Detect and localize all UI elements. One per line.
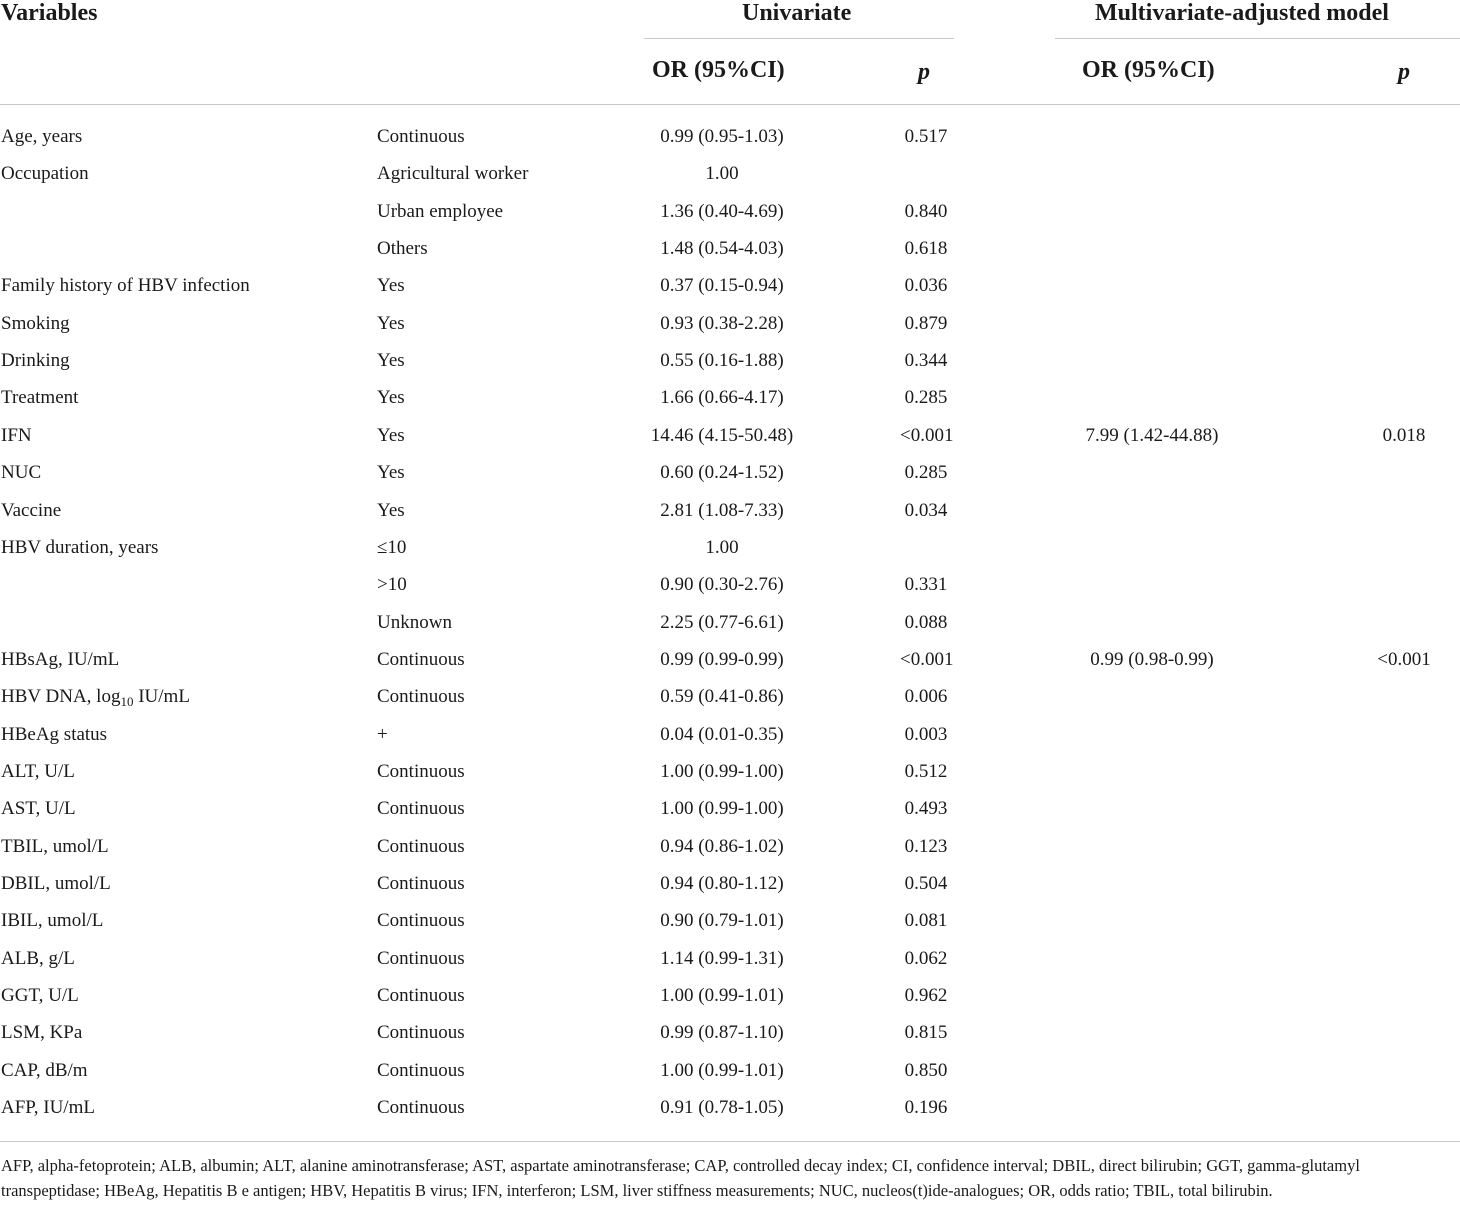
table-row [0, 193, 1460, 230]
univariate-p-cell: 0.850 [904, 1060, 948, 1081]
table-row [0, 155, 1460, 192]
univariate-p-cell: 0.344 [904, 350, 948, 371]
table-row [0, 678, 1460, 715]
category-cell: Yes [377, 350, 405, 371]
univariate-p-cell: 0.285 [904, 462, 948, 483]
univariate-p-cell: 0.618 [904, 238, 948, 259]
univariate-or-cell: 0.93 (0.38-2.28) [660, 313, 784, 334]
variable-cell: Vaccine [1, 500, 62, 521]
multivariate-group-rule [1055, 38, 1460, 39]
table-row [0, 529, 1460, 566]
category-cell: Urban employee [377, 201, 504, 222]
variable-text: HBV DNA, log [1, 686, 121, 707]
category-cell: Continuous [377, 1060, 465, 1081]
univariate-or-cell: 1.66 (0.66-4.17) [660, 387, 784, 408]
multivariate-p-cell: 0.018 [1382, 425, 1426, 446]
variable-cell: HBeAg status [1, 724, 108, 745]
variable-cell: LSM, KPa [1, 1022, 83, 1043]
category-cell: Continuous [377, 126, 465, 147]
univariate-or-cell: 0.37 (0.15-0.94) [660, 275, 784, 296]
category-cell: Unknown [377, 612, 452, 633]
table-row [0, 118, 1460, 155]
univariate-or-cell: 0.99 (0.87-1.10) [660, 1022, 784, 1043]
header-multivariate-p: p [1398, 59, 1410, 85]
table-row [0, 716, 1460, 753]
variable-cell: HBV duration, years [1, 537, 159, 558]
variable-cell: NUC [1, 462, 42, 483]
table-row [0, 1089, 1460, 1126]
table-row [0, 790, 1460, 827]
header-univariate-p: p [918, 59, 930, 85]
univariate-p-cell: 0.504 [904, 873, 948, 894]
table-row [0, 230, 1460, 267]
table-row [0, 641, 1460, 678]
table-row [0, 940, 1460, 977]
univariate-p-cell: 0.285 [904, 387, 948, 408]
univariate-p-cell: 0.331 [904, 574, 948, 595]
univariate-or-cell: 2.25 (0.77-6.61) [660, 612, 784, 633]
univariate-or-cell: 2.81 (1.08-7.33) [660, 500, 784, 521]
univariate-or-cell: 1.00 [705, 537, 739, 558]
table-row [0, 417, 1460, 454]
category-cell: Yes [377, 275, 405, 296]
univariate-or-cell: 1.00 (0.99-1.00) [660, 761, 784, 782]
variable-cell: CAP, dB/m [1, 1060, 88, 1081]
univariate-p-cell: 0.081 [904, 910, 948, 931]
table-footnote: AFP, alpha-fetoprotein; ALB, albumin; ALT, alanine aminotransferase; AST, aspartate aminotransferase; CAP, controlled decay index; CI, confidence interval; DBIL, direct bilirubin; GGT, gamma-glutamyl transpeptidase; HBeAg, Hepatitis B e antigen; HBV, Hepatitis B virus; IFN, interferon; LSM, liver stiffness measurements; NUC, nucleos(t)ide-analogues; OR, odds ratio; TBIL, total bilirubin. [1, 1156, 1360, 1200]
univariate-p-cell: 0.123 [904, 836, 948, 857]
univariate-p-cell: 0.036 [904, 275, 948, 296]
variable-cell: Smoking [1, 313, 70, 334]
univariate-or-cell: 1.48 (0.54-4.03) [660, 238, 784, 259]
univariate-or-cell: 14.46 (4.15-50.48) [650, 425, 794, 446]
univariate-or-cell: 0.99 (0.99-0.99) [660, 649, 784, 670]
table-row [0, 865, 1460, 902]
variable-cell: IBIL, umol/L [1, 910, 104, 931]
table-row [0, 977, 1460, 1014]
univariate-p-cell: 0.815 [904, 1022, 948, 1043]
table-row [0, 604, 1460, 641]
variable-cell: Family history of HBV infection [1, 275, 250, 296]
table-row [0, 566, 1460, 603]
header-variables: Variables [1, 0, 98, 26]
category-cell: Yes [377, 425, 405, 446]
category-cell: Continuous [377, 873, 465, 894]
univariate-or-cell: 0.94 (0.80-1.12) [660, 873, 784, 894]
variable-cell: Treatment [1, 387, 79, 408]
table-row [0, 1014, 1460, 1051]
category-cell: Yes [377, 500, 405, 521]
table-row [0, 828, 1460, 865]
univariate-or-cell: 1.00 (0.99-1.01) [660, 1060, 784, 1081]
variable-cell: HBsAg, IU/mL [1, 649, 120, 670]
univariate-p-cell: 0.493 [904, 798, 948, 819]
multivariate-or-cell: 0.99 (0.98-0.99) [1090, 649, 1214, 670]
table-row [0, 267, 1460, 304]
table-row [0, 1052, 1460, 1089]
variable-cell [1, 678, 190, 716]
header-univariate: Univariate [742, 0, 852, 26]
univariate-p-cell: <0.001 [900, 649, 954, 670]
variable-cell: IFN [1, 425, 32, 446]
category-cell: Yes [377, 387, 405, 408]
univariate-or-cell: 0.94 (0.86-1.02) [660, 836, 784, 857]
category-cell: Continuous [377, 761, 465, 782]
univariate-or-cell: 0.04 (0.01-0.35) [660, 724, 784, 745]
category-cell: Continuous [377, 649, 465, 670]
category-cell: Continuous [377, 948, 465, 969]
univariate-p-cell: 0.879 [904, 313, 948, 334]
multivariate-p-cell: <0.001 [1377, 649, 1431, 670]
univariate-p-cell: 0.006 [904, 686, 948, 707]
category-cell: ≤10 [377, 537, 407, 558]
table-row [0, 342, 1460, 379]
category-cell: Agricultural worker [377, 163, 529, 184]
table-bottom-rule [0, 1141, 1460, 1142]
category-cell: >10 [377, 574, 407, 595]
univariate-or-cell: 1.14 (0.99-1.31) [660, 948, 784, 969]
univariate-or-cell: 1.36 (0.40-4.69) [660, 201, 784, 222]
category-cell: Others [377, 238, 428, 259]
category-cell: Yes [377, 313, 405, 334]
category-cell: Continuous [377, 686, 465, 707]
variable-cell: AFP, IU/mL [1, 1097, 95, 1118]
univariate-or-cell: 0.60 (0.24-1.52) [660, 462, 784, 483]
category-cell: Continuous [377, 798, 465, 819]
table-row [0, 902, 1460, 939]
header-multivariate: Multivariate-adjusted model [1095, 0, 1389, 26]
variable-cell: Drinking [1, 350, 70, 371]
multivariate-or-cell: 7.99 (1.42-44.88) [1085, 425, 1219, 446]
univariate-or-cell: 0.59 (0.41-0.86) [660, 686, 784, 707]
table-row [0, 454, 1460, 491]
univariate-p-cell: 0.088 [904, 612, 948, 633]
header-multivariate-or: OR (95%CI) [1082, 57, 1215, 83]
univariate-p-cell: 0.034 [904, 500, 948, 521]
univariate-or-cell: 0.91 (0.78-1.05) [660, 1097, 784, 1118]
table-row [0, 379, 1460, 416]
variable-cell: AST, U/L [1, 798, 76, 819]
variable-cell: Occupation [1, 163, 89, 184]
univariate-p-cell: 0.840 [904, 201, 948, 222]
category-cell: Yes [377, 462, 405, 483]
variable-cell: DBIL, umol/L [1, 873, 111, 894]
category-cell: Continuous [377, 985, 465, 1006]
univariate-p-cell: 0.517 [904, 126, 948, 147]
univariate-p-cell: 0.062 [904, 948, 948, 969]
variable-cell: ALB, g/L [1, 948, 75, 969]
variable-text-tail: IU/mL [133, 686, 190, 707]
table-row [0, 305, 1460, 342]
category-cell: Continuous [377, 1097, 465, 1118]
univariate-p-cell: 0.196 [904, 1097, 948, 1118]
category-cell: Continuous [377, 910, 465, 931]
category-cell: + [377, 724, 388, 745]
variable-cell: TBIL, umol/L [1, 836, 109, 857]
variable-subscript: 10 [120, 694, 134, 709]
univariate-or-cell: 0.99 (0.95-1.03) [660, 126, 784, 147]
univariate-p-cell: 0.962 [904, 985, 948, 1006]
univariate-group-rule [644, 38, 954, 39]
header-bottom-rule [0, 104, 1460, 105]
univariate-or-cell: 0.55 (0.16-1.88) [660, 350, 784, 371]
univariate-p-cell: 0.512 [904, 761, 948, 782]
univariate-or-cell: 1.00 (0.99-1.01) [660, 985, 784, 1006]
table-row [0, 492, 1460, 529]
univariate-or-cell: 1.00 (0.99-1.00) [660, 798, 784, 819]
variable-cell: Age, years [1, 126, 83, 147]
table-row [0, 753, 1460, 790]
univariate-or-cell: 1.00 [705, 163, 739, 184]
variable-cell: ALT, U/L [1, 761, 75, 782]
univariate-or-cell: 0.90 (0.79-1.01) [660, 910, 784, 931]
univariate-p-cell: <0.001 [900, 425, 954, 446]
univariate-p-cell: 0.003 [904, 724, 948, 745]
header-univariate-or: OR (95%CI) [652, 57, 785, 83]
category-cell: Continuous [377, 1022, 465, 1043]
variable-cell: GGT, U/L [1, 985, 79, 1006]
univariate-or-cell: 0.90 (0.30-2.76) [660, 574, 784, 595]
category-cell: Continuous [377, 836, 465, 857]
